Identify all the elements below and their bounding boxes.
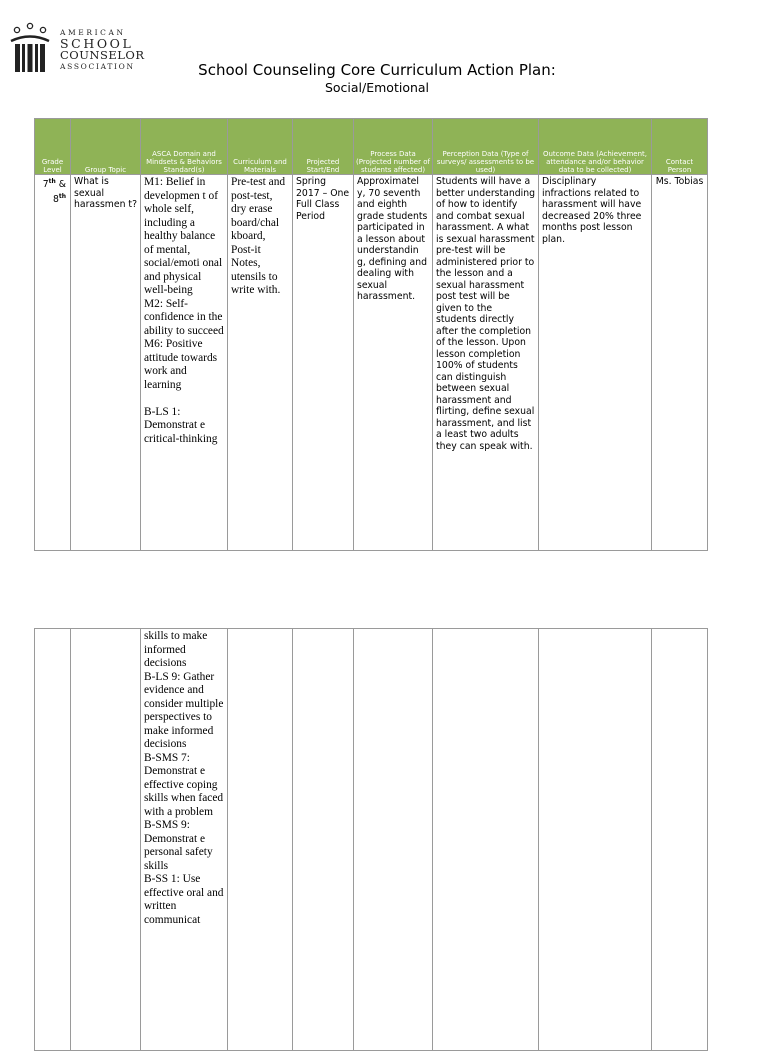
process-data-cell: Approximatel y, 70 seventh and eighth grade students participated in a lesson about understandin g, defining and dealing with sexual harassment. (354, 175, 433, 551)
logo-line-school: SCHOOL (60, 35, 134, 51)
col-header-group-topic: Group Topic (71, 119, 141, 175)
table-header-row (35, 119, 708, 175)
grade-level-cell (35, 175, 71, 551)
perception-data-cell-continued (433, 629, 539, 1051)
grade-eighth: & 8 (52, 179, 66, 205)
col-header-contact-person: Contact Person (652, 119, 708, 175)
curriculum-materials-cell-continued (228, 629, 293, 1051)
contact-person-cell-continued (652, 629, 708, 1051)
col-header-outcome-data: Outcome Data (Achievement, attendance and/or behavior data to be collected) (539, 119, 652, 175)
logo-line-association: ASSOCIATION (60, 61, 135, 71)
table-row (35, 175, 708, 551)
perception-data-cell: Students will have a better understanding of how to identify and combat sexual harassment. A what is sexual harassment pre-test will be administered prior to the lesson and a sexual harassment post test will be given to the students directly after the completion of the lesson. Upon lesson completion 100% of students can distinguish between sexual harassment and flirting, define sexual harassment, and list a least two adults they can speak with. (433, 175, 539, 551)
col-header-asca-standards: ASCA Domain and Mindsets & Behaviors Standard(s) (141, 119, 228, 175)
grade-eighth-suffix: th (58, 192, 66, 200)
col-header-grade-level: Grade Level (35, 119, 71, 175)
col-header-curriculum-materials: Curriculum and Materials (228, 119, 293, 175)
outcome-data-cell: Disciplinary infractions related to harassment will have decreased 20% three months post lesson plan. (539, 175, 652, 551)
contact-person-cell: Ms. Tobias (652, 175, 708, 551)
projected-start-end-cell-continued (293, 629, 354, 1051)
projected-start-end-cell: Spring 2017 – One Full Class Period (293, 175, 354, 551)
table-row (35, 629, 708, 1051)
page-subtitle: Social/Emotional (324, 80, 430, 95)
col-header-projected-start-end: Projected Start/End (293, 119, 354, 175)
action-plan-table (34, 118, 708, 551)
grade-level-cell-continued (35, 629, 71, 1051)
page-title: School Counseling Core Curriculum Action Plan: (198, 61, 556, 79)
logo-line-american: AMERICAN (60, 28, 126, 37)
col-header-perception-data: Perception Data (Type of surveys/ assessments to be used) (433, 119, 539, 175)
outcome-data-cell-continued (539, 629, 652, 1051)
group-topic-cell: What is sexual harassmen t? (71, 175, 141, 551)
action-plan-table-continued (34, 628, 708, 1051)
asca-standards-cell-continued: skills to make informed decisions B-LS 9: Gather evidence and consider multiple perspectives to make informed decisions B-SMS 7: Demonstrat e effective coping skills when faced with a problem B-SMS 9: Demonstrat e personal safety skills B-SS 1: Use effective oral and written communicat (141, 629, 228, 1051)
asca-standards-cell: M1: Belief in developmen t of whole self, including a healthy balance of mental, social/emoti onal and physical well-being M2: Self-confidence in the ability to succeed M6: Positive attitude towards work and learning B-LS 1: Demonstrat e critical-thinking (141, 175, 228, 551)
grade-seventh-suffix: th (48, 178, 56, 185)
process-data-cell-continued (354, 629, 433, 1051)
curriculum-materials-cell: Pre-test and post-test, dry erase board/chal kboard, Post-it Notes, utensils to write with. (228, 175, 293, 551)
grade-seventh: 7 (42, 179, 49, 191)
group-topic-cell-continued (71, 629, 141, 1051)
logo-line-counselor: COUNSELOR (60, 48, 145, 62)
col-header-process-data: Process Data (Projected number of students affected) (354, 119, 433, 175)
